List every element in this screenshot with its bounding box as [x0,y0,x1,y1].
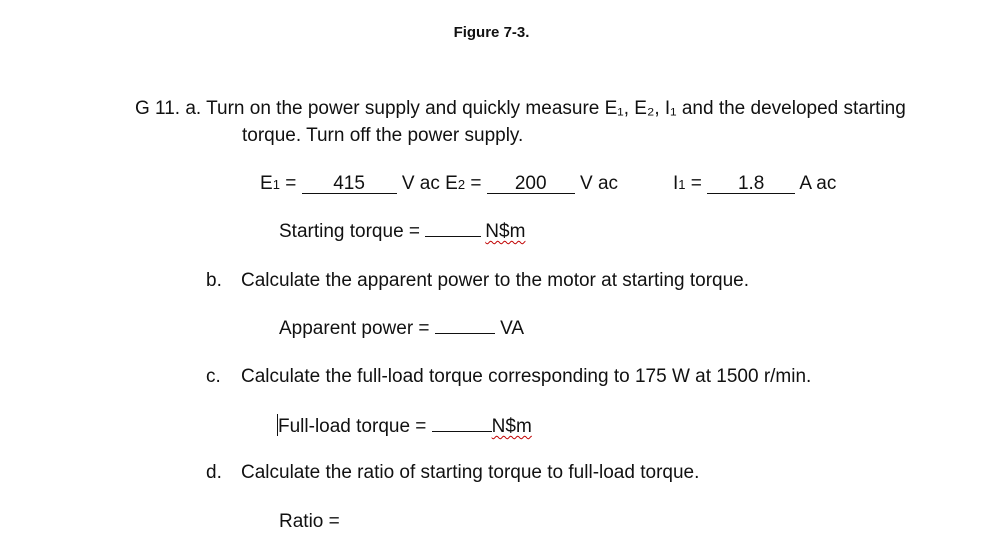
e1-label: E1 [260,173,280,194]
i1-label: I1 [673,173,686,194]
i1-unit: A ac [795,173,837,194]
ratio-label: Ratio = [279,511,340,532]
step-line-1 [135,98,906,120]
i1-value-field[interactable]: 1.8 [707,174,795,194]
equals-sign: = [279,173,302,194]
apparent-power-unit: VA [494,318,525,339]
starting-torque-row [279,221,525,243]
starting-torque-field[interactable] [425,236,481,237]
apparent-power-row [279,318,524,340]
equals-sign: = [685,173,708,194]
part-c-marker: c. [206,366,221,387]
e2-subscript: 2 [457,177,466,192]
full-load-torque-field[interactable] [432,431,492,432]
part-b-marker: b. [206,270,222,291]
step-instruction-line-2: torque. Turn off the power supply. [242,125,524,146]
full-load-torque-unit: N$m [491,416,532,437]
step-instruction-line-1: Turn on the power supply and quickly measure E₁, E₂, I₁ and the developed starting [206,98,906,119]
apparent-power-field[interactable] [435,333,495,334]
full-load-torque-row [277,414,532,438]
current-measurement [673,173,836,195]
part-b-instruction: Calculate the apparent power to the motor at starting torque. [241,270,750,291]
part-d-marker: d. [206,462,222,483]
apparent-power-label: Apparent power = [279,318,435,339]
e2-value-field[interactable]: 200 [487,174,575,194]
full-load-torque-label: Full-load torque = [278,416,432,437]
starting-torque-label: Starting torque = [279,221,426,242]
step-label: G 11. a. [135,98,202,119]
part-d-instruction: Calculate the ratio of starting torque to full-load torque. [241,462,700,483]
step-line-2 [242,125,523,147]
e2-unit: V ac [574,173,619,194]
equals-sign: = [465,173,487,194]
starting-torque-unit: N$m [485,221,526,242]
e1-value-field[interactable]: 415 [302,174,397,194]
figure-caption: Figure 7-3. [453,24,530,41]
measurement-row [260,173,618,195]
part-c-instruction: Calculate the full-load torque corresponding to 175 W at 1500 r/min. [241,366,812,387]
e1-unit: V ac E [396,173,458,194]
ratio-row [279,511,340,533]
